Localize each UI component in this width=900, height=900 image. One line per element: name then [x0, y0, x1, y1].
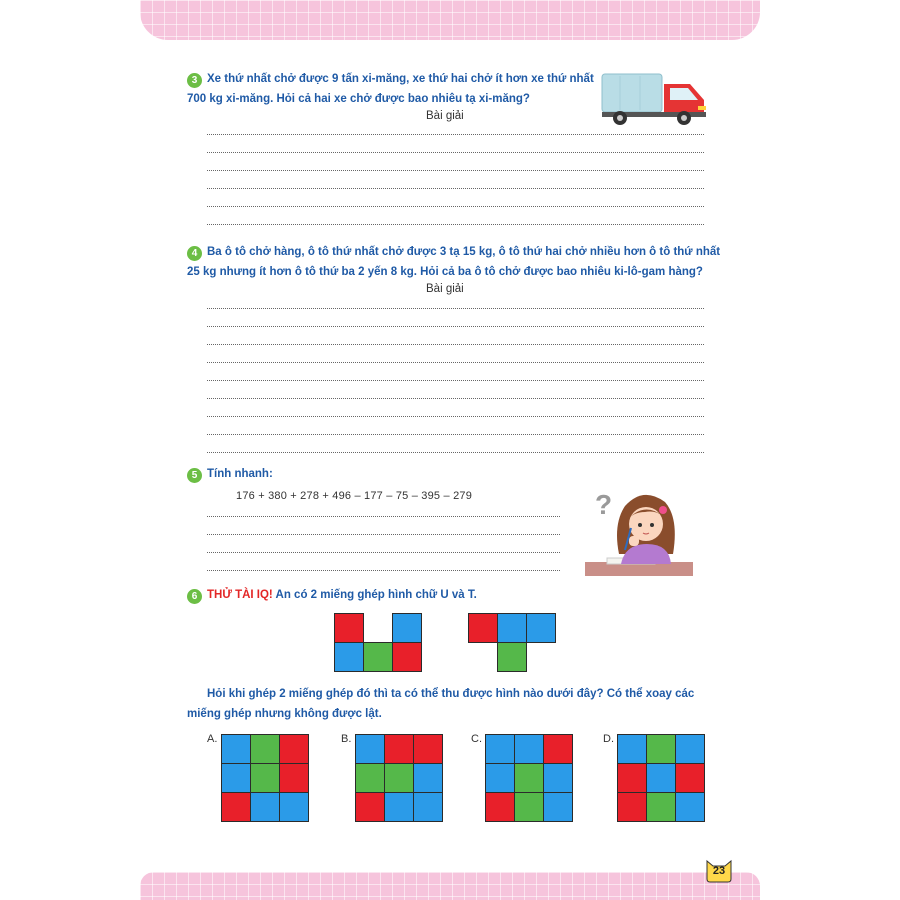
question-3-line-1: Xe thứ nhất chở được 9 tấn xi-măng, xe thứ hai chở ít hơn xe thứ nhất: [207, 73, 594, 85]
tile-green: [363, 642, 393, 672]
tile-green: [646, 792, 676, 822]
tile-blue: [543, 763, 573, 793]
tile-red: [221, 792, 251, 822]
tile-blue: [392, 613, 422, 643]
answer-line[interactable]: [207, 326, 704, 327]
tile-red: [279, 763, 309, 793]
bottom-decorative-band: [140, 872, 760, 900]
tile-blue: [497, 613, 527, 643]
question-4-number: 4: [187, 246, 202, 261]
tile-blue: [675, 792, 705, 822]
tile-blue: [646, 763, 676, 793]
option-c-label[interactable]: C.: [471, 733, 482, 745]
tile-red: [384, 734, 414, 764]
tile-blue: [413, 763, 443, 793]
tile-blue: [514, 734, 544, 764]
question-3-text: [187, 69, 594, 109]
answer-line[interactable]: [207, 434, 704, 435]
question-6-text: [187, 684, 695, 724]
tile-red: [413, 734, 443, 764]
tile-green: [514, 763, 544, 793]
tile-red: [334, 613, 364, 643]
iq-challenge-label: THỬ TÀI IQ!: [207, 589, 273, 601]
tile-red: [279, 734, 309, 764]
thinking-girl-icon: [585, 484, 695, 580]
tile-red: [617, 792, 647, 822]
answer-line[interactable]: [207, 398, 704, 399]
answer-line[interactable]: [207, 308, 704, 309]
answer-line[interactable]: [207, 552, 560, 553]
tile-blue: [279, 792, 309, 822]
answer-line[interactable]: [207, 170, 704, 171]
answer-line[interactable]: [207, 452, 704, 453]
tile-blue: [485, 763, 515, 793]
question-6-line-2: miếng ghép nhưng không được lật.: [187, 708, 382, 720]
tile-red: [675, 763, 705, 793]
tile-blue: [384, 792, 414, 822]
tile-blue: [355, 734, 385, 764]
tile-blue: [221, 734, 251, 764]
tile-green: [250, 734, 280, 764]
tile-red: [392, 642, 422, 672]
answer-line[interactable]: [207, 224, 704, 225]
tile-green: [514, 792, 544, 822]
answer-line[interactable]: [207, 362, 704, 363]
top-decorative-band: [140, 0, 760, 40]
question-6-line-1: Hỏi khi ghép 2 miếng ghép đó thì ta có thể thu được hình nào dưới đây? Có thể xoay các: [207, 688, 695, 700]
tile-blue: [413, 792, 443, 822]
question-5-expression: 176 + 380 + 278 + 496 – 177 – 75 – 395 – 279: [236, 490, 473, 502]
svg-text:?: ?: [595, 489, 613, 520]
question-3-number: 3: [187, 73, 202, 88]
page-number-badge: [704, 857, 734, 883]
tile-green: [250, 763, 280, 793]
tile-green: [646, 734, 676, 764]
question-3-solution-label: Bài giải: [426, 110, 464, 122]
question-4-solution-label: Bài giải: [426, 283, 464, 295]
truck-icon: [600, 70, 710, 126]
answer-line[interactable]: [207, 570, 560, 571]
tile-red: [617, 763, 647, 793]
answer-line[interactable]: [207, 534, 560, 535]
question-5-number: 5: [187, 468, 202, 483]
answer-line[interactable]: [207, 344, 704, 345]
question-5-title: Tính nhanh:: [207, 468, 273, 480]
tile-red: [355, 792, 385, 822]
answer-line[interactable]: [207, 206, 704, 207]
question-3-line-2: 700 kg xi-măng. Hỏi cả hai xe chở được bao nhiêu tạ xi-măng?: [187, 93, 530, 105]
tile-red: [468, 613, 498, 643]
answer-line[interactable]: [207, 516, 560, 517]
answer-line[interactable]: [207, 416, 704, 417]
tile-blue: [526, 613, 556, 643]
tile-blue: [221, 763, 251, 793]
option-d-label[interactable]: D.: [603, 733, 614, 745]
question-4-text: [187, 242, 721, 282]
answer-line[interactable]: [207, 188, 704, 189]
tile-blue: [485, 734, 515, 764]
question-4-line-2: 25 kg nhưng ít hơn ô tô thứ ba 2 yến 8 kg. Hỏi cả ba ô tô chở được bao nhiêu ki-lô-gam hàng?: [187, 266, 703, 278]
tile-blue: [543, 792, 573, 822]
tile-blue: [617, 734, 647, 764]
answer-line[interactable]: [207, 134, 704, 135]
tile-green: [384, 763, 414, 793]
tile-green: [355, 763, 385, 793]
question-6-intro-line: [207, 585, 477, 605]
tile-blue: [334, 642, 364, 672]
tile-green: [497, 642, 527, 672]
answer-line[interactable]: [207, 380, 704, 381]
option-a-label[interactable]: A.: [207, 733, 218, 745]
page-number: 23: [712, 865, 726, 877]
tile-red: [543, 734, 573, 764]
question-6-number: 6: [187, 589, 202, 604]
answer-line[interactable]: [207, 152, 704, 153]
tile-blue: [250, 792, 280, 822]
question-6-intro: An có 2 miếng ghép hình chữ U và T.: [272, 589, 477, 601]
tile-red: [485, 792, 515, 822]
tile-blue: [675, 734, 705, 764]
option-b-label[interactable]: B.: [341, 733, 352, 745]
question-4-line-1: Ba ô tô chở hàng, ô tô thứ nhất chở được 3 tạ 15 kg, ô tô thứ hai chở nhiều hơn ô tô thứ nhất: [207, 246, 721, 258]
